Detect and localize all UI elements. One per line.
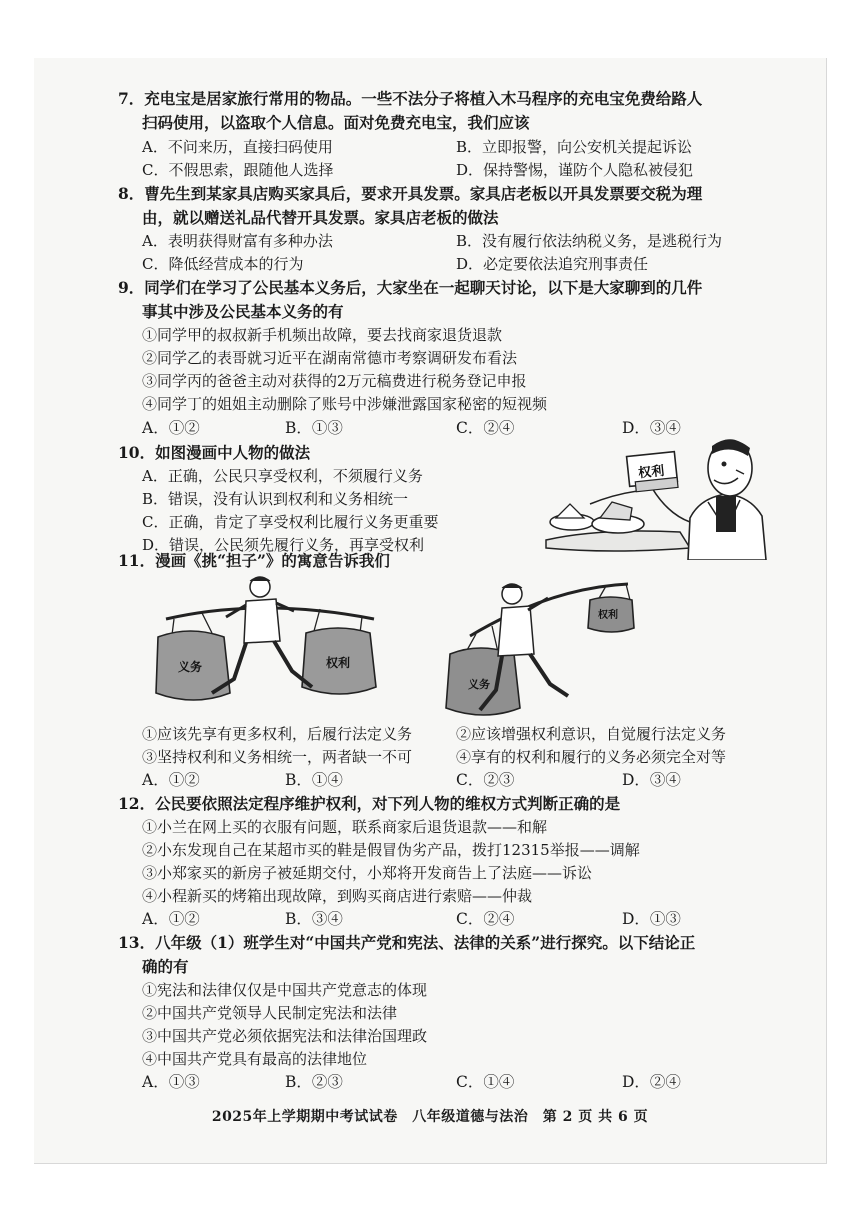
q11-left-bag-duty: 义务 [178, 660, 203, 674]
q8-option-d: D．必定要依法追究刑事责任 [456, 255, 649, 273]
q11-item-1: ①应该先享有更多权利，后履行法定义务 [142, 725, 413, 743]
q13-stem-line2: 确的有 [142, 957, 189, 976]
q11-item-2: ②应该增强权利意识，自觉履行法定义务 [456, 725, 727, 743]
q8-option-a: A．表明获得财富有多种办法 [142, 232, 333, 250]
q10-option-c: C．正确，肯定了享受权利比履行义务更重要 [142, 513, 439, 531]
q11-stem: 11．漫画《挑“担子”》的寓意告诉我们 [118, 551, 390, 570]
q12-stem: 12．公民要依照法定程序维护权利，对下列人物的维权方式判断正确的是 [118, 794, 621, 813]
q9-option-b: B．①③ [285, 419, 343, 437]
q9-stem-line2: 事其中涉及公民基本义务的有 [142, 302, 344, 321]
q9-item-2: ②同学乙的表哥就习近平在湖南常德市考察调研发布看法 [142, 349, 518, 367]
q9-item-1: ①同学甲的叔叔新手机频出故障，要去找商家退货退款 [142, 326, 503, 344]
q7-option-d: D．保持警惕，谨防个人隐私被侵犯 [456, 161, 694, 179]
q11-right-bag-right: 权利 [598, 610, 618, 621]
q11-option-b: B．①④ [285, 771, 343, 789]
q13-option-d: D．②④ [622, 1073, 681, 1091]
q10-option-a: A．正确，公民只享受权利，不须履行义务 [142, 467, 423, 485]
q9-item-3: ③同学丙的爸爸主动对获得的2万元稿费进行税务登记申报 [142, 372, 527, 390]
q10-sign-text: 权利 [637, 463, 666, 482]
q12-options [0, 908, 860, 930]
q11-option-d: D．③④ [622, 771, 681, 789]
q9-option-a: A．①② [142, 419, 200, 437]
q13-stem-line1: 13．八年级（1）班学生对“中国共产党和宪法、法律的关系”进行探究。以下结论正 [118, 933, 696, 952]
q13-item-4: ④中国共产党具有最高的法律地位 [142, 1050, 368, 1068]
q9-item-4: ④同学丁的姐姐主动删除了账号中涉嫌泄露国家秘密的短视频 [142, 395, 548, 413]
q13-options [0, 1071, 860, 1093]
q9-stem-line1: 9．同学们在学习了公民基本义务后，大家坐在一起聊天讨论，以下是大家聊到的几件 [118, 278, 703, 297]
page-footer: 2025年上学期期中考试试卷 八年级道德与法治 第 2 页 共 6 页 [211, 1109, 649, 1125]
q11-options [0, 769, 860, 791]
q13-item-1: ①宪法和法律仅仅是中国共产党意志的体现 [142, 981, 428, 999]
q10-cartoon [540, 432, 780, 560]
q9-option-d: D．③④ [622, 419, 681, 437]
q12-item-4: ④小程新买的烤箱出现故障，到购买商店进行索赔——仲裁 [142, 887, 533, 905]
q12-option-a: A．①② [142, 910, 200, 928]
q10-option-d: D．错误，公民须先履行义务，再享受权利 [142, 536, 425, 554]
q11-right-cartoon [440, 572, 670, 722]
q7-option-c: C．不假思索，跟随他人选择 [142, 161, 334, 179]
q13-option-a: A．①③ [142, 1073, 200, 1091]
q12-option-b: B．③④ [285, 910, 343, 928]
q8-option-c: C．降低经营成本的行为 [142, 255, 304, 273]
q12-item-3: ③小郑家买的新房子被延期交付，小郑将开发商告上了法庭——诉讼 [142, 864, 593, 882]
q9-option-c: C．②④ [456, 419, 515, 437]
q11-item-3: ③坚持权利和义务相统一，两者缺一不可 [142, 748, 413, 766]
q8-option-b: B．没有履行依法纳税义务，是逃税行为 [456, 232, 723, 250]
q10-stem: 10．如图漫画中人物的做法 [118, 443, 311, 462]
q13-item-3: ③中国共产党必须依据宪法和法律治国理政 [142, 1027, 428, 1045]
q7-stem-line2: 扫码使用，以盗取个人信息。面对免费充电宝，我们应该 [142, 113, 530, 132]
q7-option-b: B．立即报警，向公安机关提起诉讼 [456, 138, 693, 156]
q13-option-b: B．②③ [285, 1073, 343, 1091]
q11-left-cartoon [142, 575, 392, 715]
q13-item-2: ②中国共产党领导人民制定宪法和法律 [142, 1004, 398, 1022]
q12-option-c: C．②④ [456, 910, 515, 928]
q7-stem-line1: 7．充电宝是居家旅行常用的物品。一些不法分子将植入木马程序的充电宝免费给路人 [118, 89, 703, 108]
q12-option-d: D．①③ [622, 910, 681, 928]
q8-stem-line2: 由，就以赠送礼品代替开具发票。家具店老板的做法 [142, 208, 499, 227]
q13-option-c: C．①④ [456, 1073, 515, 1091]
q11-item-4: ④享有的权利和履行的义务必须完全对等 [456, 748, 727, 766]
q12-item-2: ②小东发现自己在某超市买的鞋是假冒伪劣产品，拨打12315举报——调解 [142, 841, 640, 859]
q12-item-1: ①小兰在网上买的衣服有问题，联系商家后退货退款——和解 [142, 818, 548, 836]
q11-option-c: C．②③ [456, 771, 515, 789]
q11-option-a: A．①② [142, 771, 200, 789]
q11-right-bag-duty: 义务 [468, 678, 490, 691]
q10-option-b: B．错误，没有认识到权利和义务相统一 [142, 490, 409, 508]
q8-stem-line1: 8．曹先生到某家具店购买家具后，要求开具发票。家具店老板以开具发票要交税为理 [118, 184, 703, 203]
q11-left-bag-right: 权利 [326, 656, 351, 670]
q7-option-a: A．不问来历，直接扫码使用 [142, 138, 333, 156]
